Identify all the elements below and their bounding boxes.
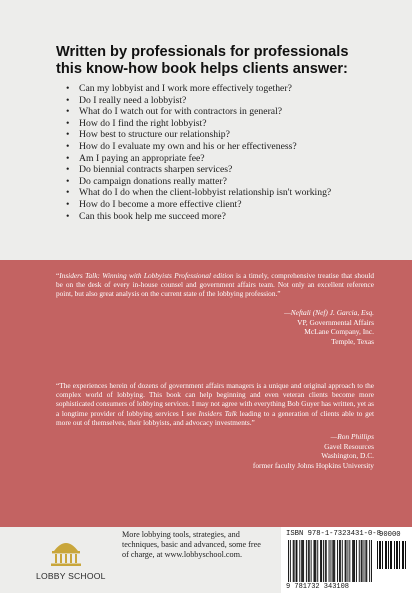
question-item bbox=[66, 176, 396, 188]
barcode-bar bbox=[391, 541, 392, 569]
barcode-bar bbox=[353, 540, 354, 582]
question-item bbox=[66, 83, 396, 95]
attribution-2-location: Washington, D.C. bbox=[321, 451, 374, 461]
barcode-bar bbox=[288, 540, 289, 582]
barcode-bar bbox=[377, 541, 378, 569]
barcode-bar bbox=[356, 540, 357, 582]
testimonial-2-attribution bbox=[253, 432, 374, 471]
barcode-bar bbox=[394, 541, 395, 569]
barcode-bar bbox=[340, 540, 341, 582]
addon-barcode-bars bbox=[377, 541, 407, 569]
testimonial-2-part2: leading to a generation of clients able to get more out of themselves, their lobbyists, and advocacy investments.” bbox=[56, 408, 374, 427]
barcode-bar bbox=[334, 540, 335, 582]
bullet-icon: • bbox=[66, 198, 70, 210]
attribution-2-note: former faculty Johns Hopkins University bbox=[252, 461, 374, 471]
isbn-barcode bbox=[281, 527, 412, 593]
book-title-italic-2: Insiders Talk bbox=[198, 408, 237, 418]
barcode-bar bbox=[329, 540, 330, 582]
barcode-bar bbox=[366, 540, 367, 582]
question-item bbox=[66, 106, 396, 118]
testimonial-2-text bbox=[56, 381, 374, 427]
question-text: What do I do when the client-lobbyist relationship isn't working? bbox=[79, 187, 332, 199]
heading-line-2: this know-how book helps clients answer: bbox=[56, 61, 348, 77]
barcode-bar bbox=[399, 541, 400, 569]
lobby-school-logo bbox=[36, 537, 106, 589]
bullet-icon: • bbox=[66, 187, 70, 199]
heading-line-1: Written by professionals for professionals bbox=[56, 44, 349, 60]
attribution-1-location: Temple, Texas bbox=[331, 337, 374, 347]
logo-text: LOBBY SCHOOL bbox=[36, 571, 106, 581]
book-title-italic: Insiders Talk: Winning with Lobbyists Professional edition bbox=[59, 271, 234, 280]
barcode-bar bbox=[299, 540, 300, 582]
question-text: Do I really need a lobbyist? bbox=[79, 94, 187, 106]
website-promo-text: More lobbying tools, strategies, and techniques, basic and advanced, some free of charge, at www.lobbyschool.com. bbox=[122, 530, 261, 559]
barcode-bar bbox=[379, 541, 380, 569]
testimonial-1-text bbox=[56, 271, 374, 299]
testimonial-band bbox=[0, 260, 412, 527]
barcode-digits: 9 781732 343108 bbox=[286, 583, 350, 591]
testimonial-2-part1: “The experiences herein of dozens of government affairs managers is a unique and original approach to the complex world of lobbying. This book can help beginning and even veteran clients become more sophisticated consumers of lobbying services. I may not agree with everything Bob Guyer has written, yet as a longtime provider of lobbying services I see bbox=[56, 381, 374, 418]
barcode-bar bbox=[403, 541, 404, 569]
barcode-bar bbox=[308, 540, 309, 582]
barcode-bar bbox=[390, 541, 391, 569]
barcode-bar bbox=[388, 541, 389, 569]
barcode-bar bbox=[371, 540, 372, 582]
barcode-bar bbox=[369, 540, 370, 582]
barcode-bar bbox=[362, 540, 363, 582]
question-item bbox=[66, 141, 396, 153]
bottom-section bbox=[0, 527, 412, 593]
price-addon-number: 90000 bbox=[379, 531, 401, 539]
open-quote: “ bbox=[56, 271, 60, 280]
close-quote: ” bbox=[277, 289, 281, 299]
barcode-bar bbox=[302, 540, 303, 582]
attribution-1-author: —Neftali (Nef) J. Garcia, Esq. bbox=[284, 308, 374, 317]
barcode-bar bbox=[352, 540, 353, 582]
question-text: Do biennial contracts sharpen services? bbox=[79, 164, 233, 176]
attribution-2-company: Gavel Resources bbox=[324, 441, 374, 451]
question-text: Do campaign donations really matter? bbox=[79, 175, 227, 187]
barcode-bar bbox=[342, 540, 343, 582]
bullet-icon: • bbox=[66, 117, 70, 129]
bullet-icon: • bbox=[66, 129, 70, 141]
barcode-bar bbox=[365, 540, 366, 582]
barcode-bar bbox=[354, 540, 355, 582]
question-text: Am I paying an appropriate fee? bbox=[79, 152, 205, 164]
question-text: How do I become a more effective client? bbox=[79, 198, 242, 210]
question-item bbox=[66, 187, 396, 199]
barcode-bar bbox=[309, 540, 310, 582]
question-text: How do I evaluate my own and his or her effectiveness? bbox=[79, 140, 297, 152]
question-item bbox=[66, 211, 396, 223]
bullet-icon: • bbox=[66, 106, 70, 118]
question-text: Can my lobbyist and I work more effectively together? bbox=[79, 83, 292, 94]
barcode-bar bbox=[301, 540, 302, 582]
barcode-bar bbox=[359, 540, 360, 582]
question-item bbox=[66, 199, 396, 211]
bullet-icon: • bbox=[66, 175, 70, 187]
barcode-bar bbox=[296, 540, 297, 582]
question-text: How do I find the right lobbyist? bbox=[79, 117, 207, 129]
barcode-bar bbox=[303, 540, 304, 582]
question-item bbox=[66, 118, 396, 130]
barcode-bar bbox=[325, 540, 326, 582]
ean-barcode-bars bbox=[288, 540, 372, 582]
barcode-bar bbox=[320, 540, 321, 582]
barcode-bar bbox=[397, 541, 398, 569]
barcode-bar bbox=[347, 540, 348, 582]
question-list bbox=[66, 83, 396, 222]
barcode-bar bbox=[311, 540, 312, 582]
barcode-bar bbox=[314, 540, 315, 582]
barcode-bar bbox=[296, 540, 297, 582]
barcode-bar bbox=[386, 541, 387, 569]
bullet-icon: • bbox=[66, 140, 70, 152]
barcode-bar bbox=[306, 540, 307, 582]
bullet-icon: • bbox=[66, 164, 70, 176]
barcode-bar bbox=[326, 540, 327, 582]
barcode-bar bbox=[293, 540, 294, 582]
bullet-icon: • bbox=[66, 210, 70, 222]
barcode-bar bbox=[382, 541, 383, 569]
question-text: Can this book help me succeed more? bbox=[79, 210, 226, 222]
barcode-bar bbox=[317, 540, 318, 582]
barcode-bar bbox=[313, 540, 314, 582]
isbn-number: ISBN 978-1-7323431-0-8 bbox=[286, 530, 381, 538]
barcode-bar bbox=[290, 540, 291, 582]
barcode-bar bbox=[330, 540, 331, 582]
testimonial-1-attribution bbox=[284, 308, 374, 347]
barcode-bar bbox=[339, 540, 340, 582]
barcode-bar bbox=[361, 540, 362, 582]
barcode-bar bbox=[323, 540, 324, 582]
barcode-bar bbox=[364, 540, 365, 582]
back-cover-heading bbox=[56, 44, 386, 78]
barcode-bar bbox=[333, 540, 334, 582]
question-item bbox=[66, 129, 396, 141]
barcode-bar bbox=[294, 540, 295, 582]
question-item bbox=[66, 95, 396, 107]
capitol-dome-icon bbox=[46, 537, 86, 567]
top-section bbox=[0, 0, 412, 260]
attribution-1-company: McLane Company, Inc. bbox=[304, 327, 374, 337]
bullet-icon: • bbox=[66, 83, 70, 94]
question-text: What do I watch out for with contractors in general? bbox=[79, 106, 283, 118]
question-item bbox=[66, 164, 396, 176]
barcode-bar bbox=[396, 541, 397, 569]
barcode-bar bbox=[385, 541, 386, 569]
barcode-bar bbox=[380, 541, 381, 569]
bullet-icon: • bbox=[66, 152, 70, 164]
barcode-bar bbox=[346, 540, 347, 582]
barcode-bar bbox=[315, 540, 316, 582]
barcode-bar bbox=[337, 540, 338, 582]
testimonial-1-body: is a timely, comprehensive treatise that should be on the desk of every in-house counsel and government affairs team. Not only an excellent reference point, but also great analysis on the current state of the lobbying profession. bbox=[56, 271, 374, 299]
barcode-bar bbox=[402, 541, 403, 569]
barcode-bar bbox=[321, 540, 322, 582]
barcode-bar bbox=[345, 540, 346, 582]
question-text: How best to structure our relationship? bbox=[79, 129, 230, 141]
attribution-2-author: —Ron Phillips bbox=[330, 432, 374, 441]
barcode-bar bbox=[405, 541, 406, 569]
barcode-bar bbox=[349, 540, 350, 582]
attribution-1-title: VP, Governmental Affairs bbox=[297, 317, 374, 327]
barcode-bar bbox=[332, 540, 333, 582]
bullet-icon: • bbox=[66, 94, 70, 106]
question-item bbox=[66, 153, 396, 165]
